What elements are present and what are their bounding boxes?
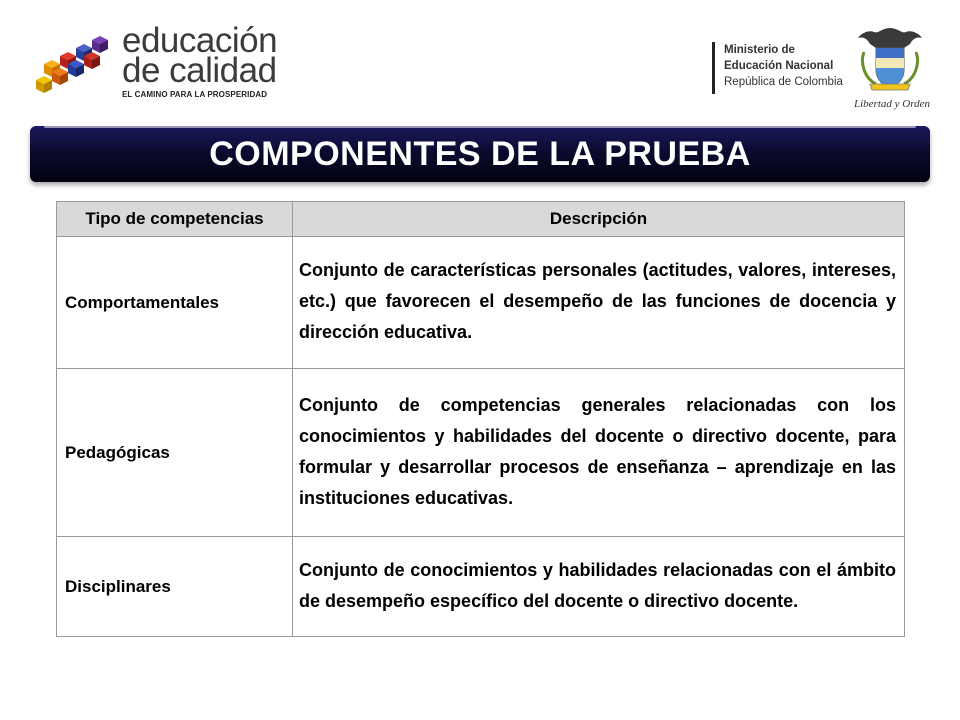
- row-type-cell: Pedagógicas: [57, 369, 293, 537]
- table-row: [57, 369, 905, 537]
- row-type-cell: Comportamentales: [57, 237, 293, 369]
- motto-text: Libertad y Orden: [854, 98, 930, 110]
- table-row: [57, 537, 905, 637]
- ministry-line-2: Educación Nacional: [724, 60, 834, 72]
- logo-text: [122, 21, 278, 99]
- ministry-line-1: Ministerio de: [724, 44, 795, 56]
- column-header-description: Descripción: [293, 202, 905, 237]
- logo-line-2: de calidad: [122, 51, 277, 90]
- ministry-text: [724, 42, 843, 90]
- column-header-type: Tipo de competencias: [57, 202, 293, 237]
- table-row: [57, 237, 905, 369]
- table-header-row: [57, 202, 905, 237]
- logo-line-1: educación: [122, 21, 278, 60]
- row-description-cell: Conjunto de conocimientos y habilidades relacionadas con el ámbito de desempeño específico del docente o directivo docente.: [293, 537, 905, 637]
- ministry-line-3: República de Colombia: [724, 76, 843, 88]
- row-description-cell: Conjunto de competencias generales relacionadas con los conocimientos y habilidades del docente o directivo docente, para formular y desarrollar procesos de enseñanza – aprendizaje en las instituciones educativas.: [293, 369, 905, 537]
- educacion-de-calidad-logo: [34, 21, 278, 104]
- logo-tagline: EL CAMINO PARA LA PROSPERIDAD: [122, 90, 268, 99]
- competencies-table: [56, 201, 905, 637]
- coat-of-arms-icon: [852, 22, 928, 98]
- row-type-cell: Disciplinares: [57, 537, 293, 637]
- title-banner: [30, 126, 930, 182]
- row-description-cell: Conjunto de características personales (actitudes, valores, intereses, etc.) que favorecen el desempeño de las funciones de docencia y dirección educativa.: [293, 237, 905, 369]
- ministerio-logo: [712, 20, 934, 115]
- cubes-logo-icon: [34, 34, 118, 98]
- page-title: COMPONENTES DE LA PRUEBA: [209, 135, 751, 173]
- ministry-divider: [712, 42, 715, 94]
